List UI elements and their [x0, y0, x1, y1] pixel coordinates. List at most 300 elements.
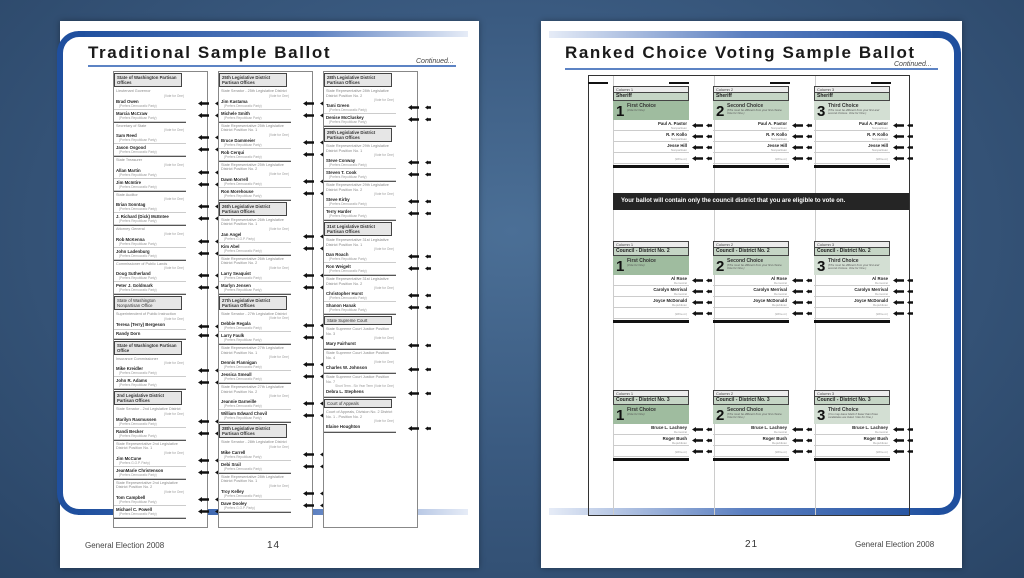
vote-arrow-icon[interactable] [792, 156, 803, 161]
vote-arrow-icon[interactable] [792, 300, 803, 305]
candidate-name: Charles W. Johnson [326, 365, 368, 370]
race-block [219, 345, 291, 384]
vote-arrow-icon[interactable] [692, 311, 703, 316]
choice-rank: 3 [817, 258, 826, 275]
office-title: State Representative 31st Legislative District Position No. 1 [326, 238, 389, 247]
vote-arrow-tail-icon[interactable] [425, 426, 436, 431]
candidate-party: (Prefers Democratic Party) [224, 248, 262, 253]
choice-rank: 1 [616, 103, 625, 120]
vote-arrow-icon[interactable] [198, 216, 209, 221]
ranked-choice-column [814, 241, 890, 323]
vote-arrow-icon[interactable] [198, 497, 209, 502]
vote-arrow-icon[interactable] [893, 156, 904, 161]
candidate-row [114, 330, 186, 339]
vote-arrow-tail-icon[interactable] [425, 211, 436, 216]
vote-arrow-icon[interactable] [303, 413, 314, 418]
vote-arrow-icon[interactable] [408, 211, 419, 216]
vote-for-label: (Vote for One) [163, 128, 184, 132]
candidate-row [324, 290, 396, 302]
vote-for-label: (Vote for One) [163, 411, 184, 416]
vote-arrow-icon[interactable] [692, 427, 703, 432]
candidate-party: Nonpartisan [770, 148, 787, 152]
office-title: State Senator - 25th Legislative District [221, 89, 287, 93]
vote-arrow-tail-icon[interactable] [425, 293, 436, 298]
vote-arrow-icon[interactable] [792, 145, 803, 150]
section-end-rule [814, 165, 890, 168]
info-banner: Your ballot will contain only the council district that you are eligible to vote on. [613, 193, 909, 210]
section-header: 2nd Legislative District Partisan Offices [114, 391, 182, 405]
candidate-row [219, 359, 291, 371]
vote-arrow-icon[interactable] [198, 509, 209, 514]
vote-arrow-icon[interactable] [198, 324, 209, 329]
vote-arrow-tail-icon[interactable] [425, 305, 436, 310]
choice-instructions: (This must be different from your first choice. Vote for One.) [727, 108, 783, 116]
candidate-row [114, 201, 186, 213]
candidate-party: Republican [771, 441, 787, 445]
candidate-party: (Prefers Republican Party) [224, 338, 262, 342]
page-title: Traditional Sample Ballot [88, 43, 332, 62]
vote-arrow-icon[interactable] [198, 147, 209, 152]
vote-arrow-icon[interactable] [408, 160, 419, 165]
vote-arrow-icon[interactable] [893, 449, 904, 454]
vote-for-label: (Vote for One) [163, 266, 184, 270]
vote-for-label: (Vote for One) [163, 231, 184, 236]
footer-label: General Election 2008 [85, 541, 165, 550]
vote-arrow-icon[interactable] [198, 470, 209, 475]
vote-arrow-icon[interactable] [792, 438, 803, 443]
vote-arrow-icon[interactable] [792, 449, 803, 454]
ballot-column [323, 71, 418, 528]
vote-arrow-icon[interactable] [198, 239, 209, 244]
candidate-row [613, 120, 689, 131]
vote-arrow-tail-icon[interactable] [907, 156, 918, 161]
section-header: 29th Legislative District Partisan Offices [324, 128, 392, 142]
vote-arrow-icon[interactable] [303, 335, 314, 340]
vote-arrow-tail-icon[interactable] [907, 300, 918, 305]
candidate-party: Democrat [773, 281, 787, 285]
candidate-name: Steve Kirby [326, 197, 350, 202]
vote-arrow-icon[interactable] [692, 449, 703, 454]
candidate-name: Jim McCune [116, 455, 142, 461]
vote-arrow-tail-icon[interactable] [907, 145, 918, 150]
vote-for-label: (Vote for One) [268, 93, 289, 98]
candidate-row [219, 110, 291, 122]
candidate-name: Dave Dooley [221, 500, 247, 506]
choice-label: Second Choice [727, 407, 764, 413]
column-marker [871, 82, 891, 84]
candidate-name: Joyce McDonald [854, 298, 888, 303]
vote-arrow-icon[interactable] [408, 266, 419, 271]
vote-arrow-icon[interactable] [303, 191, 314, 196]
page-number: 21 [745, 539, 759, 550]
title-rule [88, 65, 456, 67]
office-title: State Supreme Court Justice Position No. 4 [326, 351, 390, 360]
vote-arrow-icon[interactable] [792, 123, 803, 128]
vote-arrow-icon[interactable] [792, 311, 803, 316]
vote-arrow-icon[interactable] [893, 278, 904, 283]
vote-arrow-icon[interactable] [408, 105, 419, 110]
candidate-party: Democrat [673, 281, 687, 285]
race-block [219, 88, 291, 123]
write-in-label: (Write-in) [875, 312, 888, 316]
section-header: State of Washington Partisan Office [114, 341, 182, 355]
vote-arrow-icon[interactable] [303, 101, 314, 106]
vote-arrow-icon[interactable] [198, 273, 209, 278]
candidate-row [219, 488, 291, 500]
vote-arrow-tail-icon[interactable] [907, 123, 918, 128]
race-block [219, 474, 291, 513]
vote-arrow-icon[interactable] [303, 464, 314, 469]
vote-arrow-icon[interactable] [198, 458, 209, 463]
section-end-rule [613, 320, 689, 323]
vote-arrow-icon[interactable] [692, 289, 703, 294]
vote-arrow-icon[interactable] [408, 426, 419, 431]
candidate-row [219, 332, 291, 344]
vote-arrow-icon[interactable] [303, 323, 314, 328]
vote-arrow-icon[interactable] [198, 204, 209, 209]
ranked-choice-column [613, 390, 689, 461]
candidate-party: Nonpartisan [670, 126, 687, 130]
candidate-row [114, 282, 186, 294]
office-title: State Senator - 2nd Legislative District [116, 407, 181, 411]
vote-arrow-icon[interactable] [408, 391, 419, 396]
candidate-name: Marilyn Rasmussen [116, 416, 157, 422]
candidate-row [324, 196, 396, 208]
candidate-row [114, 416, 186, 428]
ranked-choice-column [613, 241, 689, 323]
office-title: Court of Appeals, Division No. 2 District No. 1 - Position No. 2 [326, 410, 393, 419]
race-block [324, 374, 396, 398]
vote-arrow-icon[interactable] [198, 368, 209, 373]
choice-label: Third Choice [828, 407, 859, 413]
candidate-party: (Prefers Republican Party) [119, 433, 157, 438]
page-title: Ranked Choice Voting Sample Ballot [565, 43, 916, 62]
vote-arrow-icon[interactable] [198, 285, 209, 290]
candidate-party: Nonpartisan [670, 137, 687, 141]
candidate-row [114, 213, 186, 225]
vote-arrow-icon[interactable] [303, 152, 314, 157]
vote-arrow-tail-icon[interactable] [425, 117, 436, 122]
choice-instructions: (This must be different from your first choice. Vote for One.) [727, 263, 783, 271]
write-in-label: (Write-in) [674, 450, 687, 454]
column-label: Column 3 [814, 390, 890, 397]
office-title: Superintendent of Public Instruction [116, 312, 176, 316]
candidate-name: Paul A. Pastor [658, 121, 687, 126]
choice-label: Third Choice [828, 258, 859, 264]
vote-arrow-icon[interactable] [303, 401, 314, 406]
vote-arrow-icon[interactable] [692, 145, 703, 150]
vote-arrow-icon[interactable] [198, 113, 209, 118]
candidate-row [219, 149, 291, 161]
column-label: Column 3 [814, 86, 890, 93]
vote-arrow-icon[interactable] [893, 123, 904, 128]
candidate-name: Jan Angel [221, 231, 242, 237]
choice-rank: 1 [616, 258, 625, 275]
candidate-row [613, 435, 689, 446]
candidate-party: Democrat [773, 430, 787, 434]
race-title: Council - District No. 2 [713, 248, 789, 256]
vote-arrow-icon[interactable] [198, 135, 209, 140]
vote-arrow-icon[interactable] [792, 427, 803, 432]
vote-arrow-icon[interactable] [408, 117, 419, 122]
office-title: State Representative 31st Legislative District Position No. 2 [326, 277, 389, 286]
candidate-row [713, 435, 789, 446]
vote-arrow-icon[interactable] [408, 305, 419, 310]
office-title: State Representative 2nd Legislative District Position No. 2 [116, 480, 178, 489]
candidate-name: Mike Kreidler [116, 366, 143, 371]
office-title: Lieutenant Governor [116, 89, 151, 93]
vote-arrow-tail-icon[interactable] [907, 427, 918, 432]
vote-arrow-icon[interactable] [893, 427, 904, 432]
candidate-party: Republican [671, 441, 687, 445]
vote-arrow-tail-icon[interactable] [907, 311, 918, 316]
vote-arrow-icon[interactable] [303, 362, 314, 367]
candidate-name: Debra L. Stephens [326, 389, 364, 394]
candidate-party: Republican [872, 441, 888, 445]
vote-arrow-icon[interactable] [408, 199, 419, 204]
candidate-row [114, 248, 186, 260]
candidate-party: (Prefers Democratic Party) [224, 365, 262, 369]
candidate-row [814, 275, 890, 286]
candidate-name: Roger Bush [762, 436, 787, 441]
candidate-row [219, 500, 291, 512]
candidate-party: (Prefers Democratic Party) [119, 421, 157, 426]
vote-arrow-icon[interactable] [692, 123, 703, 128]
vote-arrow-icon[interactable] [198, 170, 209, 175]
vote-arrow-icon[interactable] [198, 101, 209, 106]
candidate-party: Democrat [673, 430, 687, 434]
column-label: Column 1 [613, 86, 689, 93]
vote-arrow-tail-icon[interactable] [425, 266, 436, 271]
vote-arrow-icon[interactable] [303, 452, 314, 457]
vote-arrow-icon[interactable] [792, 134, 803, 139]
candidate-row [114, 98, 186, 110]
vote-arrow-tail-icon[interactable] [425, 105, 436, 110]
candidate-row [324, 364, 396, 373]
vote-arrow-icon[interactable] [408, 172, 419, 177]
vote-arrow-icon[interactable] [893, 300, 904, 305]
vote-arrow-icon[interactable] [303, 503, 314, 508]
candidate-name: J. Richard (Dick) McEntee [116, 214, 169, 219]
vote-arrow-icon[interactable] [198, 431, 209, 436]
candidate-row [324, 423, 396, 432]
vote-arrow-icon[interactable] [893, 438, 904, 443]
candidate-party: (Prefers Democratic Party) [329, 108, 367, 112]
vote-arrow-tail-icon[interactable] [425, 172, 436, 177]
candidate-name: Ron Morehouse [221, 188, 254, 194]
candidate-row [114, 428, 186, 440]
candidate-party: (Prefers Republican Party) [119, 241, 157, 246]
vote-arrow-icon[interactable] [792, 289, 803, 294]
race-block [219, 217, 291, 256]
candidate-party: Republican [671, 303, 687, 307]
candidate-party: (Prefers Democratic Party) [224, 103, 262, 108]
race-block [324, 143, 396, 182]
write-in-label: (Write-in) [774, 450, 787, 454]
candidate-party: (Prefers Republican Party) [224, 287, 262, 292]
candidate-party: (Prefers Democratic Party) [224, 466, 262, 471]
vote-arrow-icon[interactable] [692, 156, 703, 161]
section-end-rule [713, 165, 789, 168]
write-in-row [613, 153, 689, 164]
candidate-name: Paul A. Pastor [758, 121, 787, 126]
vote-arrow-icon[interactable] [303, 374, 314, 379]
vote-arrow-icon[interactable] [692, 134, 703, 139]
candidate-party: (Prefers Democratic Party) [329, 296, 367, 300]
vote-arrow-icon[interactable] [692, 300, 703, 305]
vote-arrow-icon[interactable] [692, 438, 703, 443]
vote-arrow-icon[interactable] [408, 254, 419, 259]
section-header: 28th Legislative District Partisan Offices [324, 73, 392, 87]
candidate-row [713, 286, 789, 297]
candidate-party: (Prefers G.O.P. Party) [119, 460, 150, 465]
vote-arrow-tail-icon[interactable] [907, 134, 918, 139]
choice-instructions: (This must be different from your first choice. Vote for One.) [727, 412, 783, 420]
section-header: 25th Legislative District Partisan Offices [219, 73, 287, 87]
vote-for-label: (Vote for One) [268, 132, 289, 137]
vote-arrow-icon[interactable] [792, 278, 803, 283]
vote-for-label: (Vote for One) [373, 419, 394, 423]
candidate-row [219, 282, 291, 294]
candidate-row [324, 114, 396, 126]
candidate-name: Carolyn Merrival [854, 287, 888, 292]
candidate-row [114, 467, 186, 479]
office-title: State Representative 29th Legislative District Position No. 2 [326, 183, 389, 192]
vote-for-label: (Vote for One) [268, 483, 289, 488]
vote-arrow-icon[interactable] [303, 273, 314, 278]
vote-arrow-icon[interactable] [408, 343, 419, 348]
vote-arrow-icon[interactable] [303, 113, 314, 118]
candidate-row [219, 231, 291, 243]
vote-arrow-icon[interactable] [198, 333, 209, 338]
candidate-row [814, 424, 890, 435]
vote-arrow-icon[interactable] [893, 145, 904, 150]
candidate-name: Peter J. Goldmark [116, 283, 153, 288]
candidate-name: Elaine Houghton [326, 424, 361, 429]
office-title: State Senator - 28th Legislative District [221, 440, 287, 444]
candidate-party: (Prefers Republican Party) [119, 115, 157, 120]
candidate-row [814, 435, 890, 446]
candidate-row [219, 320, 291, 332]
choice-label: Third Choice [828, 103, 859, 109]
write-in-label: (Write-in) [774, 312, 787, 316]
vote-arrow-icon[interactable] [303, 285, 314, 290]
candidate-row [613, 142, 689, 153]
choice-rank: 1 [616, 407, 625, 424]
candidate-name: Christopher Hurst [326, 291, 363, 296]
vote-arrow-icon[interactable] [893, 289, 904, 294]
vote-arrow-tail-icon[interactable] [425, 391, 436, 396]
candidate-party: (Prefers Democratic Party) [224, 326, 262, 330]
candidate-name: Joyce McDonald [753, 298, 787, 303]
candidate-name: Jesse Hill [868, 143, 888, 148]
ranked-choice-column [814, 390, 890, 461]
office-title: Attorney General [116, 227, 145, 231]
vote-arrow-icon[interactable] [198, 380, 209, 385]
choice-instructions: (This must be different from your first and second choices. Vote for One.) [828, 263, 880, 271]
candidate-party: (Prefers Democratic Party) [119, 150, 157, 154]
candidate-name: Randi Becker [116, 428, 144, 434]
office-title: State Representative 26th Legislative District Position No. 1 [221, 217, 284, 226]
choice-instructions: (You may leave blank if fewer than three candidates are listed. Vote for One.) [828, 412, 878, 420]
vote-arrow-tail-icon[interactable] [425, 343, 436, 348]
vote-arrow-tail-icon[interactable] [907, 278, 918, 283]
choice-header [814, 101, 890, 120]
candidate-name: Shanon Hanak [326, 303, 356, 308]
office-title: State Representative 25th Legislative District Position No. 1 [221, 123, 284, 132]
candidate-name: Jesse Hill [767, 143, 787, 148]
office-title: State Representative 28th Legislative District Position No. 2 [326, 89, 389, 98]
write-in-label: (Write-in) [774, 157, 787, 161]
candidate-name: Brian Sonntag [116, 202, 146, 207]
choice-rank: 2 [716, 258, 725, 275]
candidate-row [114, 110, 186, 122]
ranked-choice-column [713, 390, 789, 461]
vote-arrow-icon[interactable] [893, 311, 904, 316]
candidate-party: Nonpartisan [770, 137, 787, 141]
candidate-name: Dan Roach [326, 252, 349, 257]
vote-arrow-icon[interactable] [408, 293, 419, 298]
candidate-party: Democrat [874, 292, 888, 296]
ranked-choice-column [713, 241, 789, 323]
ranked-choice-column [814, 86, 890, 168]
write-in-label: (Write-in) [875, 157, 888, 161]
page-number: 14 [267, 540, 281, 551]
vote-for-label: (Vote for One) [373, 98, 394, 102]
candidate-row [219, 243, 291, 255]
vote-arrow-icon[interactable] [198, 251, 209, 256]
choice-header [713, 256, 789, 275]
write-in-label: (Write-in) [674, 157, 687, 161]
vote-arrow-icon[interactable] [303, 491, 314, 496]
vote-arrow-tail-icon[interactable] [425, 160, 436, 165]
candidate-row [713, 120, 789, 131]
vote-arrow-icon[interactable] [198, 419, 209, 424]
candidate-row [114, 270, 186, 282]
vote-arrow-tail-icon[interactable] [425, 254, 436, 259]
candidate-name: Steven T. Cook [326, 170, 357, 175]
continued-label: Continued... [894, 61, 932, 68]
vote-for-label: (Vote for One) [163, 197, 184, 201]
column-label: Column 2 [713, 241, 789, 248]
vote-arrow-tail-icon[interactable] [907, 449, 918, 454]
vote-arrow-tail-icon[interactable] [907, 289, 918, 294]
footer-label: General Election 2008 [855, 540, 935, 549]
race-block [114, 88, 186, 123]
vote-arrow-icon[interactable] [408, 367, 419, 372]
vote-arrow-icon[interactable] [198, 182, 209, 187]
vote-arrow-icon[interactable] [303, 246, 314, 251]
candidate-name: Roger Bush [863, 436, 888, 441]
vote-arrow-icon[interactable] [303, 140, 314, 145]
vote-arrow-tail-icon[interactable] [425, 367, 436, 372]
write-in-row [713, 308, 789, 319]
candidate-party: Nonpartisan [670, 148, 687, 152]
candidate-name: Marcia McCraw [116, 110, 148, 116]
vote-arrow-tail-icon[interactable] [907, 438, 918, 443]
vote-arrow-icon[interactable] [303, 179, 314, 184]
title-rule [565, 68, 938, 70]
candidate-name: JeanMarie Christenson [116, 467, 164, 473]
vote-arrow-tail-icon[interactable] [425, 199, 436, 204]
vote-arrow-icon[interactable] [893, 134, 904, 139]
candidate-name: R. P. Kollo [766, 132, 787, 137]
candidate-name: Debi Srail [221, 461, 241, 467]
vote-for-label: (Vote for One) [163, 93, 184, 98]
ranked-choice-column [713, 86, 789, 168]
vote-arrow-icon[interactable] [303, 234, 314, 239]
vote-arrow-icon[interactable] [692, 278, 703, 283]
